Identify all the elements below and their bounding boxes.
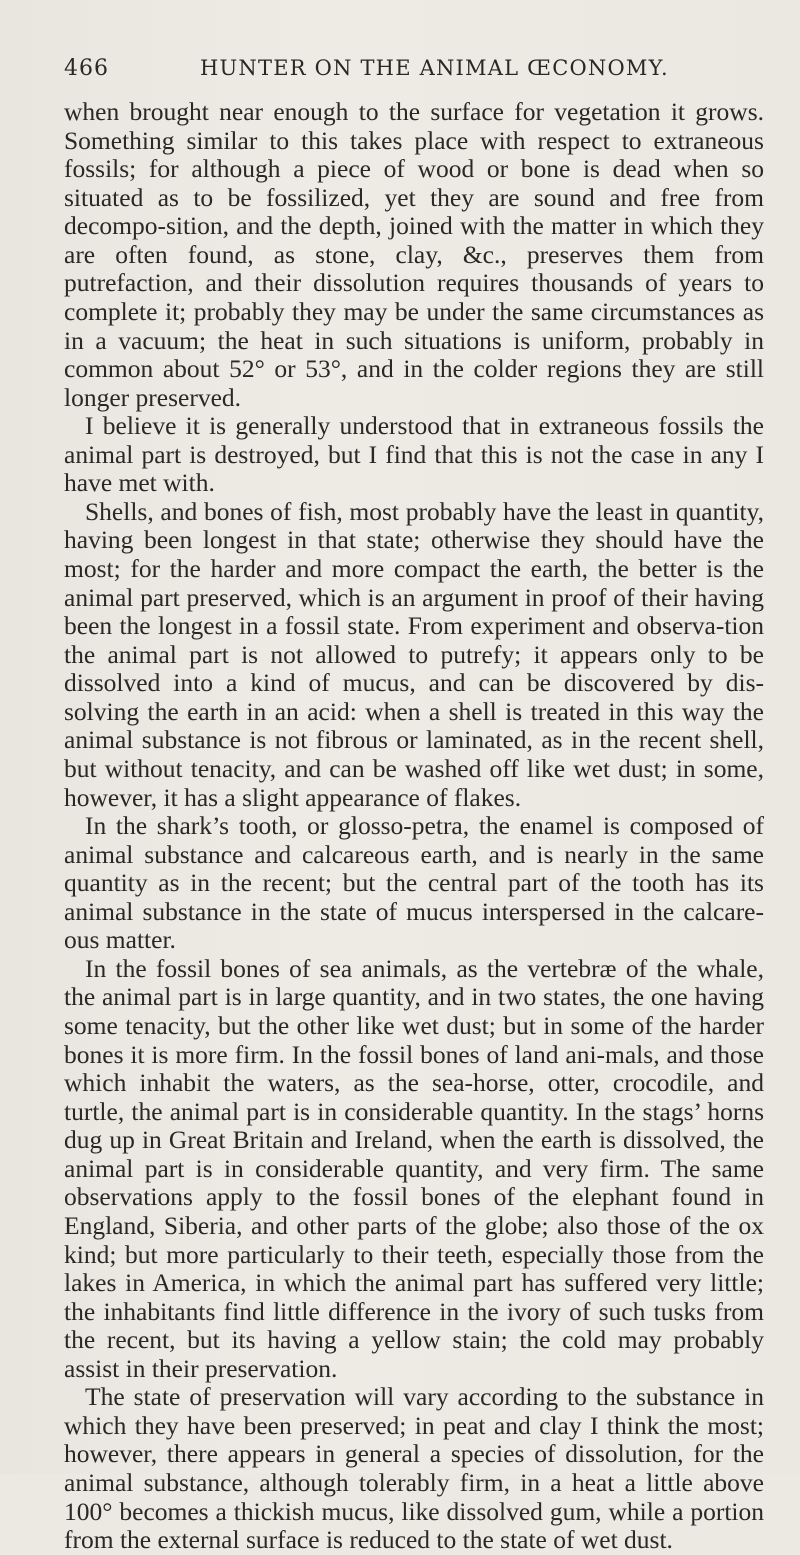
page-header [64,56,764,86]
paragraph-continuation: when brought near enough to the surface for vegetation it grows. Something similar to this takes place with respect to extraneous fossils; for although a piece of wood or bone is dead when so situated as to be fossilized, yet they are sound and free from decompo-sition, and the depth, joined with the matter in which they are often found, as stone, clay, &c., preserves them from putrefaction, and their dissolution requires thousands of years to complete it; probably they may be under the same circumstances as in a vacuum; the heat in such situations is uniform, probably in common about 52° or 53°, and in the colder regions they are still longer preserved. [64,97,764,412]
paragraph-sea-animal-bones: In the fossil bones of sea animals, as the vertebræ of the whale, the animal part is in large quantity, and in two states, the one having some tenacity, but the other like wet dust; but in some of the harder bones it is more firm. In the fossil bones of land ani-mals, and those which inhabit the waters, as the sea-horse, otter, crocodile, and turtle, the animal part is in considerable quantity. In the stags’ horns dug up in Great Britain and Ireland, when the earth is dissolved, the animal part is in considerable quantity, and very firm. The same observations apply to the fossil bones of the elephant found in England, Siberia, and other parts of the globe; also those of the ox kind; but more particularly to their teeth, especially those from the lakes in America, in which the animal part has suffered very little; the inhabitants find little difference in the ivory of such tusks from the recent, but its having a yellow stain; the cold may probably assist in their preservation. [64,953,764,1383]
running-head: HUNTER ON THE ANIMAL ŒCONOMY. [200,56,669,80]
paragraph-shells-and-fish-bones: Shells, and bones of fish, most probably have the least in quantity, having been longest in that state; otherwise they should have the most; for the harder and more compact the earth, the better is the animal part preserved, which is an argument in proof of their having been the longest in a fossil state. From experiment and observa-tion the animal part is not allowed to putrefy; it appears only to be dissolved into a kind of mucus, and can be discovered by dis-solving the earth in an acid: when a shell is treated in this way the animal substance is not fibrous or laminated, as in the recent shell, but without tenacity, and can be washed off like wet dust; in some, however, it has a slight appearance of flakes. [64,496,764,812]
paragraph-sharks-tooth: In the shark’s tooth, or glosso-petra, the enamel is composed of animal substance and calcareous earth, and is nearly in the same quantity as in the recent; but the central part of the tooth has its animal substance in the state of mucus interspersed in the calcare-ous matter. [64,811,764,955]
page-number: 466 [64,56,109,81]
body-text [64,98,764,1555]
paragraph-state-of-preservation: The state of preservation will vary according to the substance in which they have been preserved; in peat and clay I think the most; however, there appears in general a species of dissolution, for the animal substance, although tolerably firm, in a heat a little above 100° becomes a thickish mucus, like dissolved gum, while a portion from the external surface is reduced to the state of wet dust. [64,1382,764,1555]
paragraph-extraneous-fossils: I believe it is generally understood that in extraneous fossils the animal part is destroyed, but I find that this is not the case in any I have met with. [64,411,764,498]
